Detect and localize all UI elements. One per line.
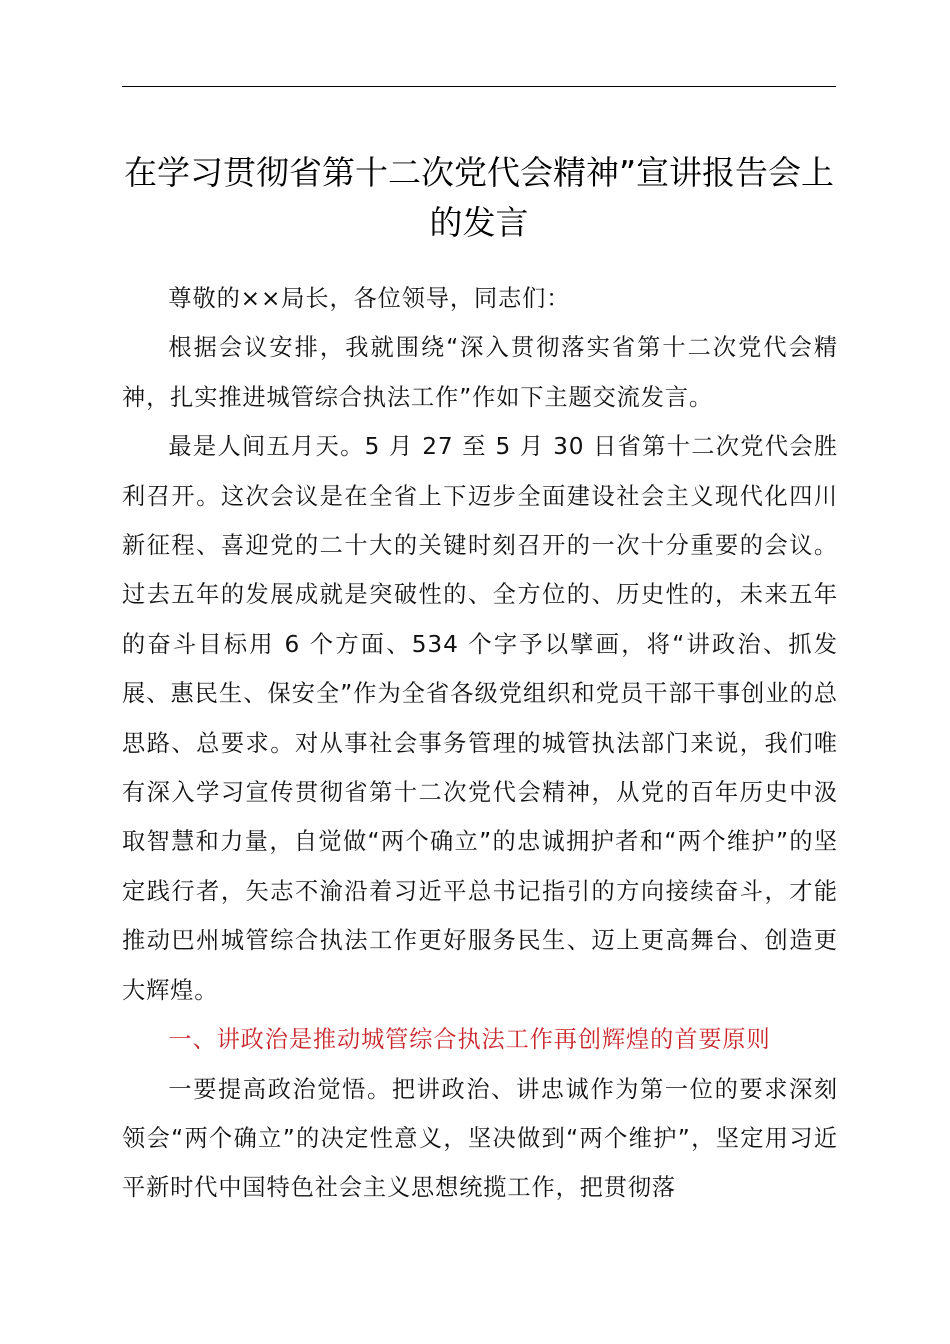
document-title: 在学习贯彻省第十二次党代会精神”宣讲报告会上的发言 [123, 153, 835, 242]
header-rule [122, 86, 836, 87]
body-paragraph: 一要提高政治觉悟。把讲政治、讲忠诚作为第一位的要求深刻领会“两个确立”的决定性意义，坚决做到“两个维护”，坚定用习近平新时代中国特色社会主义思想统揽工作，把贯彻落 [122, 1075, 838, 1202]
section-heading: 一、讲政治是推动城管综合执法工作再创辉煌的首要原则 [168, 1026, 771, 1054]
body-paragraph: 最是人间五月天。5 月 27 至 5 月 30 日省第十二次党代会胜利召开。这次会议是在全省上下迈步全面建设社会主义现代化四川新征程、喜迎党的二十大的关键时刻召开的一次十分重要的会议。过去五年的发展成就是突破性的、全方位的、历史性的，未来五年的奋斗目标用 6 个方面、534 个字予以擘画，将“讲政治、抓发展、惠民生、保安全”作为全省各级党组织和党员干部干事创业的总思路、总要求。对从事社会事务管理的城管执法部门来说，我们唯有深入学习宣传贯彻省第十二次党代会精神，从党的百年历史中汲取智慧和力量，自觉做“两个确立”的忠诚拥护者和“两个维护”的坚定践行者，矢志不渝沿着习近平总书记指引的方向接续奋斗，才能推动巴州城管综合执法工作更好服务民生、迈上更高舞台、创造更大辉煌。 [122, 433, 838, 1004]
salutation: 尊敬的××局长，各位领导，同志们： [168, 285, 571, 312]
intro-paragraph: 根据会议安排，我就围绕“深入贯彻落实省第十二次党代会精神，扎实推进城管综合执法工作”作如下主题交流发言。 [122, 334, 838, 411]
document-body [122, 274, 838, 1213]
